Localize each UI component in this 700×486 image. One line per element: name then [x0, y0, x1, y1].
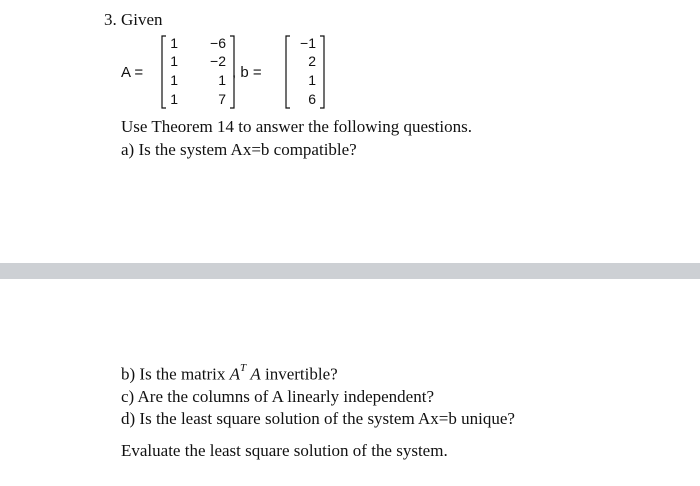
matrix-a-cell: 1: [170, 53, 178, 69]
matrix-a: [160, 34, 236, 110]
matrix-a-cell: 1: [218, 72, 226, 88]
vector-b-cell: 1: [308, 72, 316, 88]
part-b-var2: A: [250, 364, 261, 384]
vector-b-label: , b =: [232, 64, 262, 81]
evaluate-text: Evaluate the least square solution of the system.: [121, 441, 448, 460]
part-d-text: d) Is the least square solution of the system Ax=b unique?: [121, 409, 515, 428]
matrix-a-label: A =: [121, 64, 144, 81]
vector-b-cell: −1: [300, 35, 316, 51]
part-b-text: [121, 364, 338, 385]
part-b-prefix: b) Is the matrix: [121, 364, 230, 384]
vector-b-cell: 6: [308, 91, 316, 107]
matrix-a-cell: −6: [210, 35, 226, 51]
matrix-a-cell: −2: [210, 53, 226, 69]
part-b-sup: T: [239, 362, 247, 374]
part-c-text: c) Are the columns of A linearly independent?: [121, 387, 434, 406]
page-separator-band: [0, 263, 700, 279]
part-a-text: a) Is the system Ax=b compatible?: [121, 140, 357, 159]
part-b-suffix: invertible?: [260, 364, 338, 384]
matrix-a-cell: 7: [218, 91, 226, 107]
matrix-a-cell: 1: [170, 72, 178, 88]
matrix-a-cell: 1: [170, 35, 178, 51]
instruction-text: Use Theorem 14 to answer the following questions.: [121, 117, 472, 136]
matrix-a-cell: 1: [170, 91, 178, 107]
part-b-var: A: [229, 364, 240, 384]
question-title: 3. Given: [104, 10, 163, 29]
vector-b-cell: 2: [308, 53, 316, 69]
vector-b: [284, 34, 326, 110]
